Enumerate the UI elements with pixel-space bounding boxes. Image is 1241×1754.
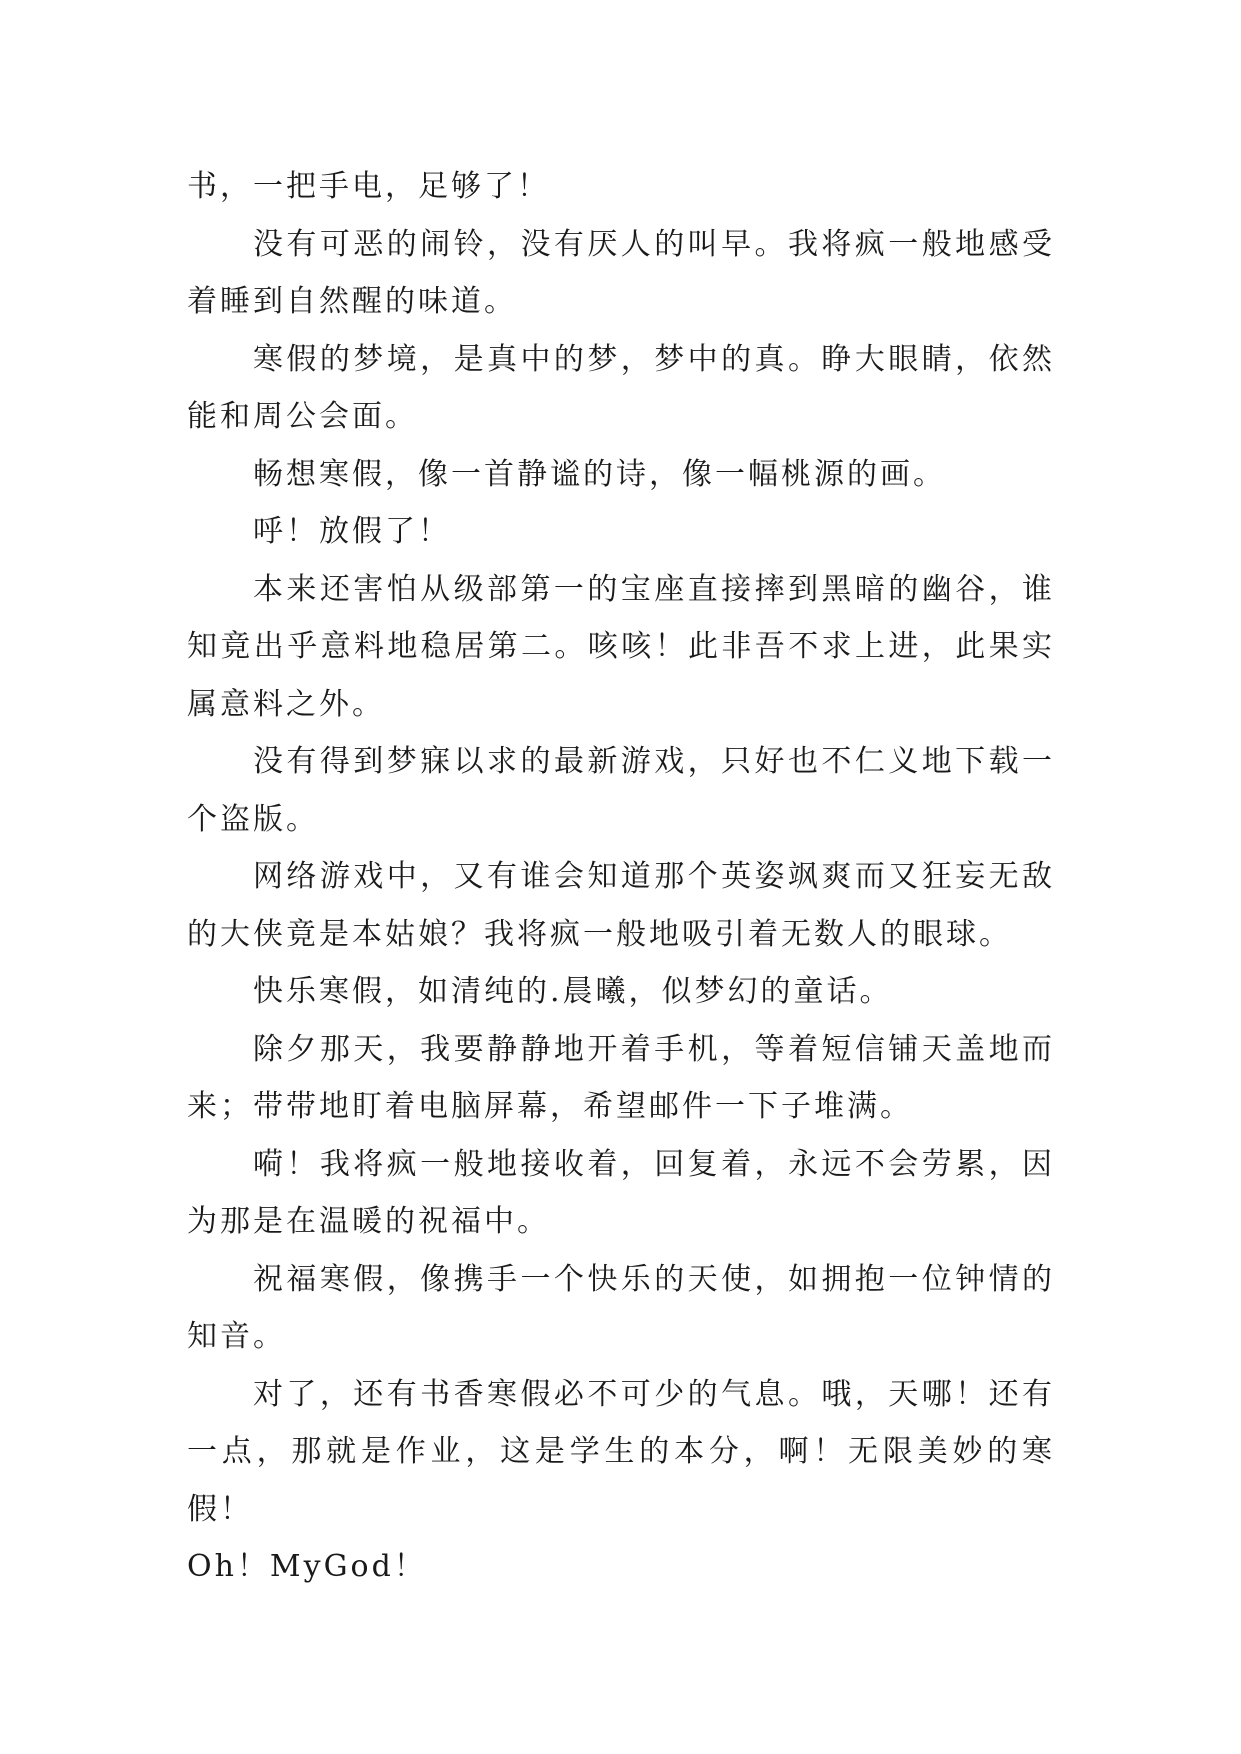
paragraph: 本来还害怕从级部第一的宝座直接摔到黑暗的幽谷，谁知竟出乎意料地稳居第二。咳咳！此非吾不求上进，此果实属意料之外。	[187, 571, 1055, 722]
paragraph: 网络游戏中，又有谁会知道那个英姿飒爽而又狂妄无敌的大侠竟是本姑娘？我将疯一般地吸引着无数人的眼球。	[187, 859, 1055, 952]
paragraph: 快乐寒假，如清纯的.晨曦，似梦幻的童话。	[253, 974, 893, 1009]
paragraph: 书，一把手电，足够了！	[187, 169, 550, 204]
paragraph: 除夕那天，我要静静地开着手机，等着短信铺天盖地而来；带带地盯着电脑屏幕，希望邮件一下子堆满。	[187, 1031, 1055, 1124]
paragraph: 没有得到梦寐以求的最新游戏，只好也不仁义地下载一个盗版。	[187, 744, 1055, 837]
paragraph: 寒假的梦境，是真中的梦，梦中的真。睁大眼睛，依然能和周公会面。	[187, 341, 1055, 434]
paragraph: Oh！MyGod！	[187, 1549, 427, 1584]
paragraph: 呼！放假了！	[253, 514, 451, 549]
paragraph: 祝福寒假，像携手一个快乐的天使，如拥抱一位钟情的知音。	[187, 1261, 1055, 1354]
paragraph: 对了，还有书香寒假必不可少的气息。哦，天哪！还有一点，那就是作业，这是学生的本分，啊！无限美妙的寒假！	[187, 1376, 1055, 1527]
paragraph: 嗬！我将疯一般地接收着，回复着，永远不会劳累，因为那是在温暖的祝福中。	[187, 1146, 1055, 1239]
paragraph: 没有可恶的闹铃，没有厌人的叫早。我将疯一般地感受着睡到自然醒的味道。	[187, 226, 1055, 319]
paragraph: 畅想寒假，像一首静谧的诗，像一幅桃源的画。	[253, 456, 946, 492]
document-body	[187, 158, 1055, 1596]
